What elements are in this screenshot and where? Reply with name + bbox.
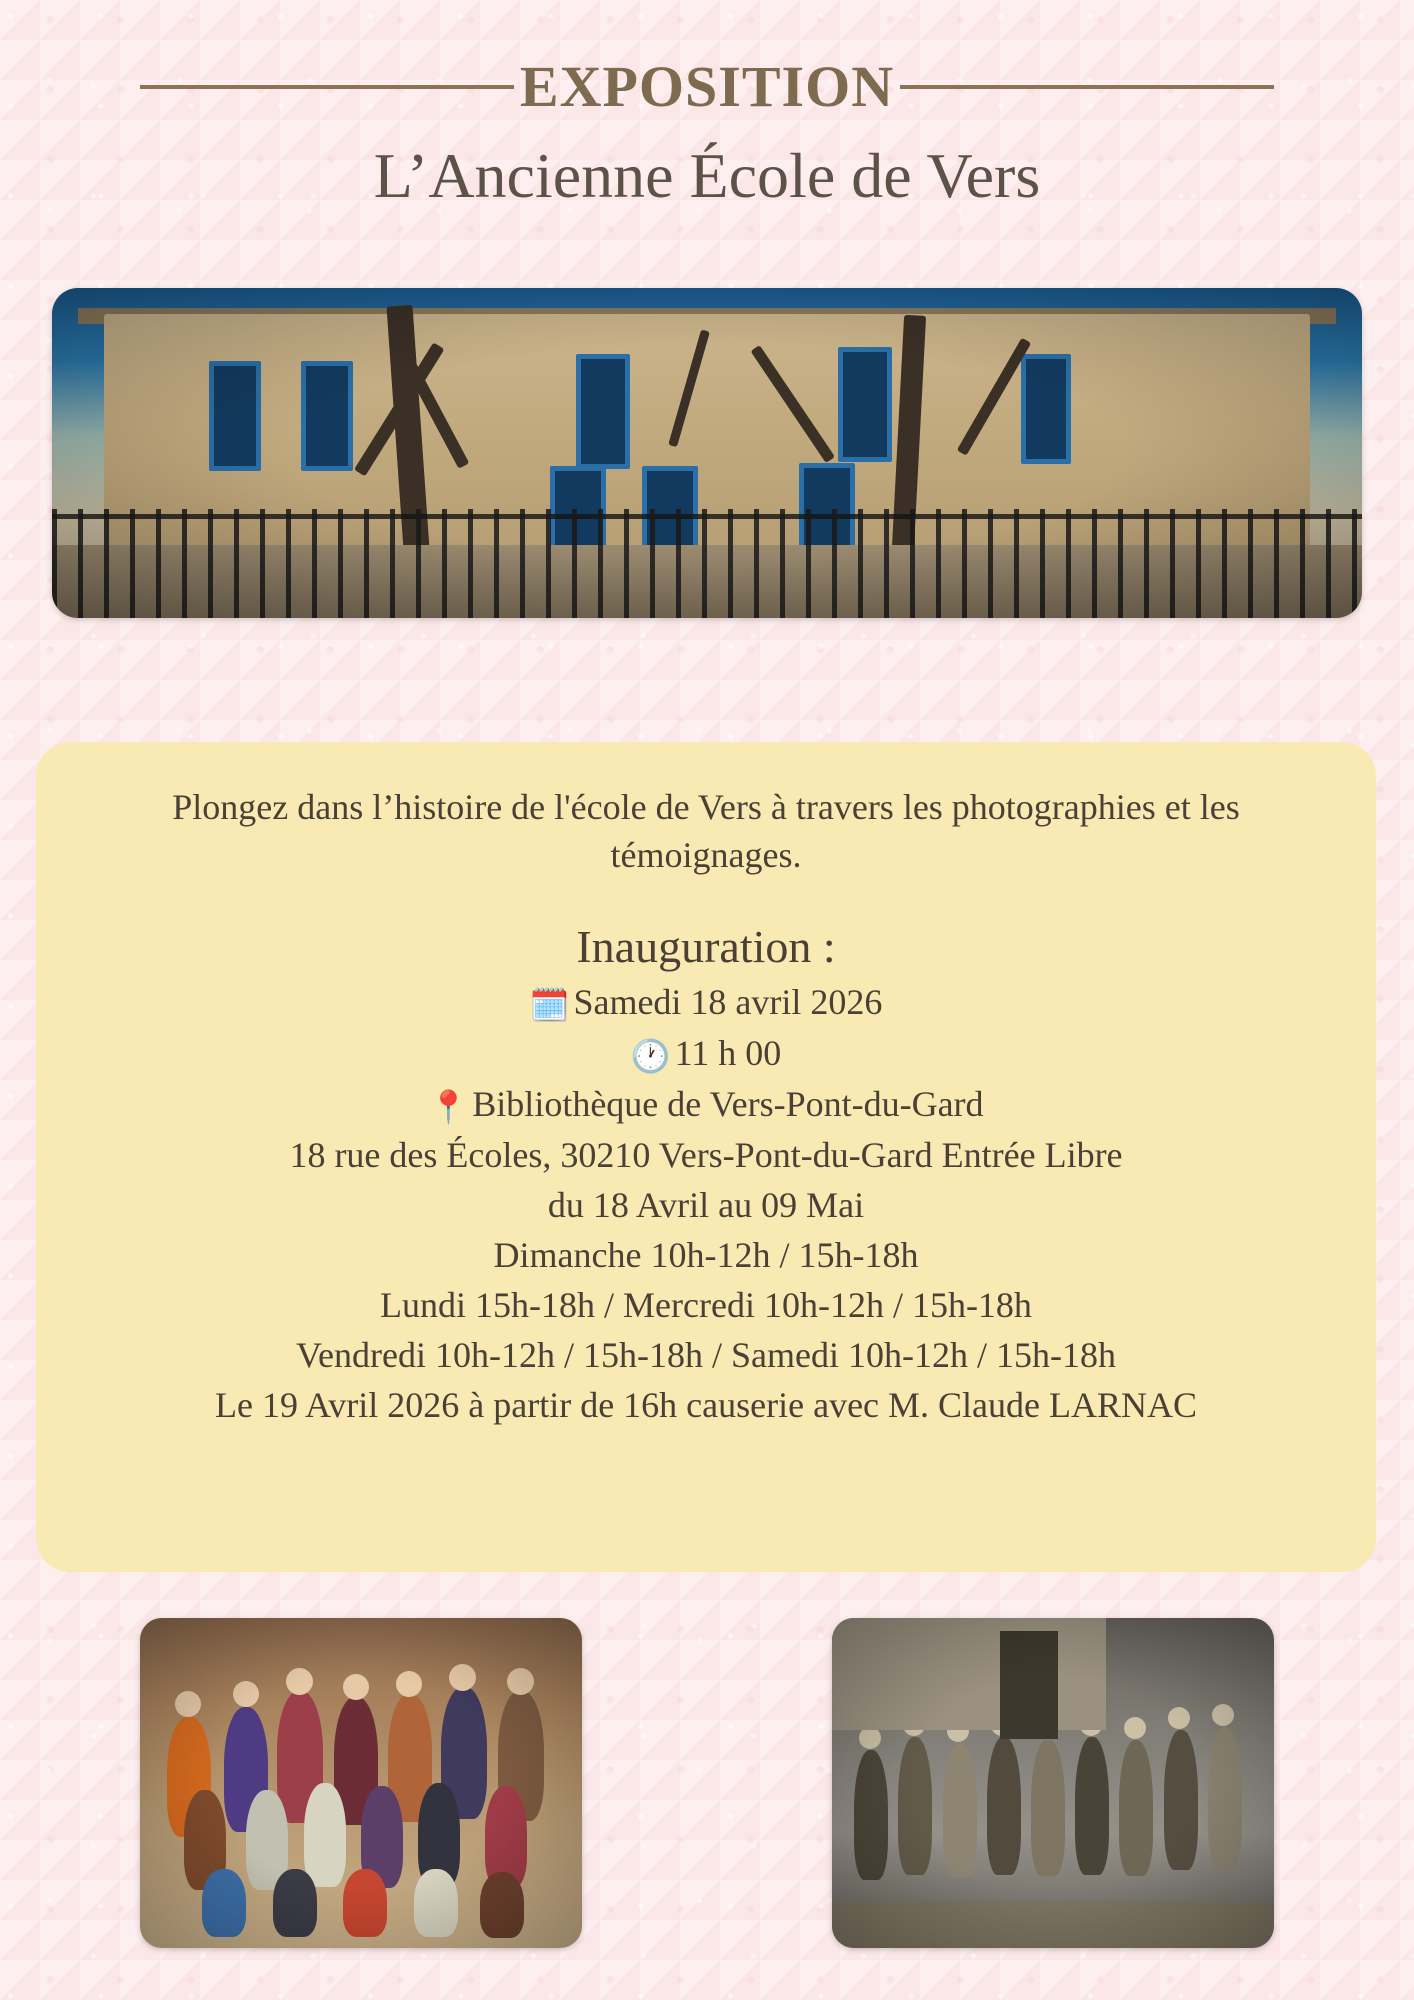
event-address: 18 rue des Écoles, 30210 Vers-Pont-du-Gard Entrée Libre (289, 1134, 1123, 1175)
calendar-icon: 🗓️ (529, 986, 570, 1023)
event-period: du 18 Avril au 09 Mai (547, 1184, 865, 1225)
event-time: 11 h 00 (674, 1032, 782, 1073)
hero-photo-school-facade (52, 288, 1362, 618)
event-details-card (36, 742, 1376, 1572)
event-date-row (76, 979, 1336, 1026)
photo-class-sepia (832, 1618, 1274, 1948)
event-time-row (76, 1030, 1336, 1077)
photo-left-vignette (140, 1618, 582, 1948)
event-place-row (76, 1081, 1336, 1128)
rule-right (900, 85, 1274, 89)
inauguration-heading: Inauguration : (576, 920, 836, 972)
map-pin-icon: 📍 (428, 1088, 469, 1125)
opening-hours-line: Vendredi 10h-12h / 15h-18h / Samedi 10h-12h / 15h-18h (296, 1334, 1116, 1375)
intro-text: Plongez dans l’histoire de l'école de Vers à travers les photographies et les témoignages. (172, 787, 1240, 875)
poster-header (0, 54, 1414, 211)
opening-hours-line: Dimanche 10h-12h / 15h-18h (493, 1234, 919, 1275)
photo-right-vignette (832, 1618, 1274, 1948)
eyebrow-text: EXPOSITION (519, 54, 895, 119)
event-place: Bibliothèque de Vers-Pont-du-Gard (472, 1083, 984, 1124)
photo-class-color (140, 1618, 582, 1948)
page-title: L’Ancienne École de Vers (373, 140, 1041, 211)
clock-icon: 🕐 (630, 1037, 671, 1074)
rule-left (140, 85, 514, 89)
hero-vignette (52, 288, 1362, 618)
event-extra-note: Le 19 Avril 2026 à partir de 16h causerie avec M. Claude LARNAC (214, 1385, 1198, 1425)
eyebrow-row (0, 54, 1414, 119)
opening-hours-line: Lundi 15h-18h / Mercredi 10h-12h / 15h-18h (380, 1284, 1032, 1325)
event-date: Samedi 18 avril 2026 (573, 981, 883, 1022)
